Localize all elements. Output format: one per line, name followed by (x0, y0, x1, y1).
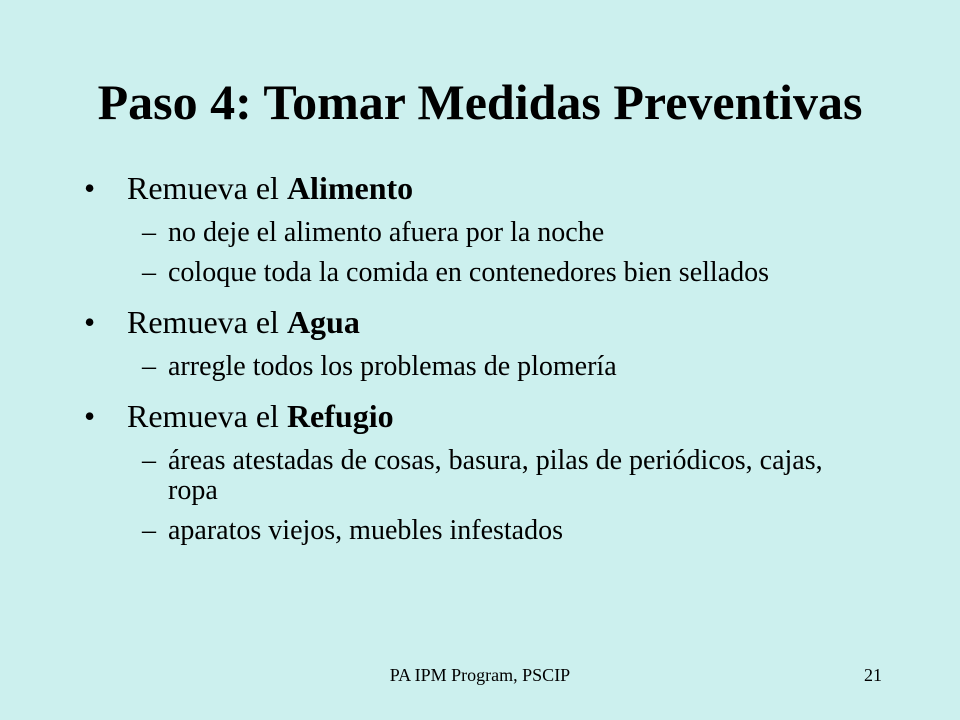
bullet-text: Remueva el (127, 398, 287, 434)
bullet-alimento (84, 168, 884, 208)
sub-item (84, 446, 828, 506)
sub-item (84, 516, 828, 546)
bullet-emphasis: Agua (286, 304, 360, 340)
sub-dash: – (142, 515, 156, 546)
sub-dash: – (142, 217, 156, 248)
slide-content (84, 168, 884, 560)
sub-list-agua (84, 352, 884, 382)
slide-footer: PA IPM Program, PSCIP (389, 665, 571, 685)
sub-dash: – (142, 351, 156, 382)
slide-title: Paso 4: Tomar Medidas Preventivas (97, 74, 863, 130)
slide-page-number: 21 (864, 665, 882, 685)
bullet-dot: • (84, 170, 96, 206)
sub-text: coloque toda la comida en contenedores bien sellados (168, 257, 770, 288)
sub-dash: – (142, 445, 156, 476)
bullet-dot: • (84, 304, 96, 340)
bullet-emphasis: Alimento (286, 170, 414, 206)
sub-text: aparatos viejos, muebles infestados (168, 515, 564, 546)
sub-item (84, 218, 828, 248)
bullet-agua (84, 302, 884, 342)
bullet-dot: • (84, 398, 96, 434)
sub-list-refugio (84, 446, 884, 546)
sub-list-alimento (84, 218, 884, 288)
bullet-emphasis: Refugio (286, 398, 394, 434)
bullet-text: Remueva el (127, 170, 287, 206)
bullet-refugio (84, 396, 884, 436)
bullet-text: Remueva el (127, 304, 287, 340)
sub-text: no deje el alimento afuera por la noche (168, 217, 605, 248)
sub-dash: – (142, 257, 156, 288)
sub-item (84, 352, 828, 382)
sub-item (84, 258, 828, 288)
sub-text: arregle todos los problemas de plomería (168, 351, 617, 382)
sub-text: áreas atestadas de cosas, basura, pilas de periódicos, cajas, ropa (168, 445, 823, 506)
